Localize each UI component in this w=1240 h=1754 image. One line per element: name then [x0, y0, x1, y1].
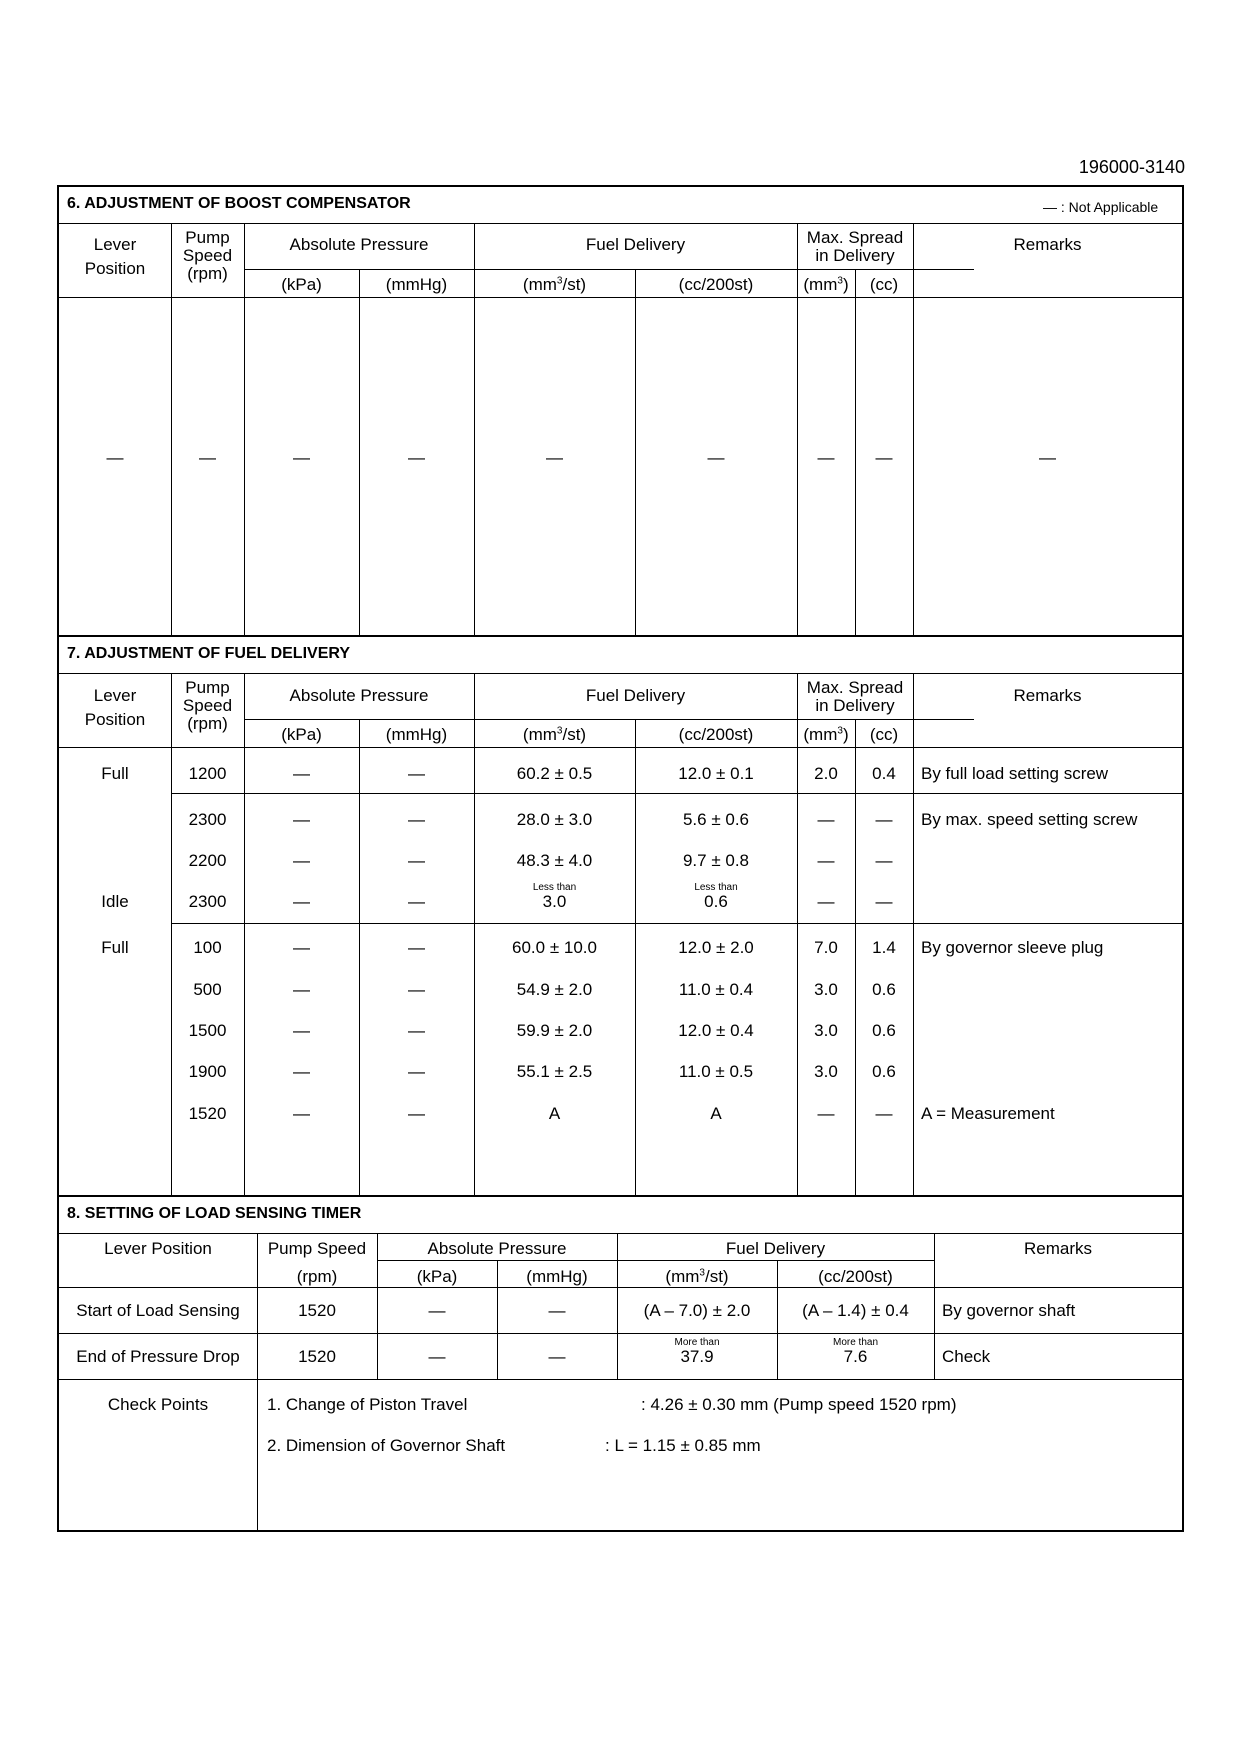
- cell-sp-cc: 0.6: [872, 1021, 896, 1040]
- hdr-cc200st: (cc/200st): [678, 275, 754, 294]
- hdr-mmhg: (mmHg): [526, 1267, 588, 1286]
- cell-sp-mm3: 3.0: [814, 1021, 838, 1040]
- hdr-mm3st: $(mm^3/st)$: [522, 725, 587, 744]
- row-lever: End of Pressure Drop: [76, 1347, 240, 1366]
- hdr-lever: Lever: [93, 235, 137, 254]
- cell-mmhg: —: [408, 1021, 425, 1040]
- hdr-mmhg: (mmHg): [385, 275, 448, 294]
- divider: [59, 1287, 1182, 1288]
- divider: [244, 269, 974, 270]
- cell-dash: —: [199, 448, 216, 467]
- cell-speed: 2300: [188, 810, 227, 829]
- hdr-in-delivery: in Delivery: [815, 246, 895, 265]
- col-line: [913, 673, 914, 1195]
- hdr-speed: Speed: [182, 246, 233, 265]
- row-mm3-qualifier: More than: [674, 1337, 720, 1348]
- cell-cc-qualifier: Less than: [694, 882, 738, 893]
- cell-dash: —: [875, 448, 893, 467]
- row-cc: (A – 1.4) ± 0.4: [802, 1301, 909, 1320]
- cell-dash: —: [293, 448, 310, 467]
- hdr-fuel-delivery: Fuel Delivery: [585, 686, 686, 705]
- hdr-pump: Pump: [185, 228, 230, 247]
- cell-sp-cc: —: [875, 1104, 893, 1123]
- cell-kpa: —: [293, 851, 310, 870]
- cell-sp-mm3: —: [817, 1104, 835, 1123]
- cell-mm3-qualifier: Less than: [532, 882, 577, 893]
- cell-kpa: —: [293, 1062, 310, 1081]
- section-6-title: 6. ADJUSTMENT OF BOOST COMPENSATOR: [67, 195, 411, 212]
- cell-mmhg: —: [408, 892, 425, 911]
- hdr-remarks: Remarks: [1013, 235, 1082, 254]
- col-line: [635, 719, 636, 1195]
- cell-speed: 500: [193, 980, 222, 999]
- cell-sp-mm3: —: [817, 851, 835, 870]
- cell-lever: Full: [101, 764, 129, 783]
- cell-speed: 2300: [188, 892, 227, 911]
- cell-sp-cc: —: [875, 810, 893, 829]
- cell-cc: 11.0 ± 0.5: [678, 1062, 754, 1081]
- hdr-remarks: Remarks: [1013, 686, 1082, 705]
- cell-dash: —: [106, 448, 124, 467]
- section-7-title: 7. ADJUSTMENT OF FUEL DELIVERY: [67, 645, 350, 662]
- cell-dash: —: [817, 448, 835, 467]
- hdr-rpm: (rpm): [187, 264, 228, 283]
- cell-dash: —: [1039, 448, 1056, 467]
- cell-lever: Full: [101, 938, 129, 957]
- hdr-cc: (cc): [869, 725, 899, 744]
- cell-sp-cc: 1.4: [872, 938, 896, 957]
- row-mmhg: —: [548, 1347, 566, 1366]
- cell-dash: —: [408, 448, 425, 467]
- row-kpa: —: [428, 1347, 446, 1366]
- hdr-rpm: (rpm): [296, 1267, 338, 1286]
- cell-cc: 5.6 ± 0.6: [682, 810, 750, 829]
- hdr-abs-pressure: Absolute Pressure: [427, 1239, 567, 1258]
- cell-cc: 12.0 ± 0.1: [678, 764, 754, 783]
- hdr-kpa: (kPa): [416, 1267, 458, 1286]
- cell-mm3: 3.0: [542, 892, 567, 911]
- hdr-cc200st: (cc/200st): [818, 1267, 893, 1286]
- cell-mmhg: —: [408, 1104, 425, 1123]
- check-points-label: Check Points: [107, 1395, 209, 1414]
- check-point-item: 1. Change of Piston Travel: [267, 1395, 468, 1414]
- cell-sp-cc: —: [875, 892, 893, 911]
- cell-mmhg: —: [408, 764, 425, 783]
- not-applicable-note: — : Not Applicable: [1043, 199, 1159, 215]
- check-point-value: : L = 1.15 ± 0.85 mm: [605, 1436, 761, 1455]
- section-8-title: 8. SETTING OF LOAD SENSING TIMER: [67, 1205, 362, 1222]
- hdr-kpa: (kPa): [281, 725, 322, 744]
- cell-speed: 1500: [188, 1021, 227, 1040]
- divider: [59, 1333, 1182, 1334]
- hdr-mm3: $(mm^3)$: [803, 275, 849, 294]
- cell-mmhg: —: [408, 851, 425, 870]
- hdr-abs-pressure: Absolute Pressure: [289, 235, 429, 254]
- cell-speed: 1900: [188, 1062, 227, 1081]
- divider: [244, 719, 974, 720]
- divider: [171, 923, 1182, 924]
- cell-cc: A: [710, 1104, 722, 1123]
- cell-remarks: By governor sleeve plug: [921, 938, 1104, 957]
- cell-cc: 0.6: [704, 892, 728, 911]
- hdr-rpm: (rpm): [187, 714, 228, 733]
- cell-sp-mm3: 3.0: [814, 1062, 838, 1081]
- col-line: [359, 719, 360, 1195]
- hdr-mm3st: $(mm^3/st)$: [665, 1267, 729, 1286]
- divider: [59, 747, 1182, 748]
- row-mm3: (A – 7.0) ± 2.0: [643, 1301, 751, 1320]
- cell-sp-cc: —: [875, 851, 893, 870]
- hdr-fuel-delivery: Fuel Delivery: [725, 1239, 826, 1258]
- cell-kpa: —: [293, 1021, 310, 1040]
- cell-cc: 9.7 ± 0.8: [682, 851, 750, 870]
- row-remarks: By governor shaft: [942, 1301, 1076, 1320]
- col-line: [855, 719, 856, 1195]
- cell-kpa: —: [293, 980, 310, 999]
- cell-mm3: A: [548, 1104, 561, 1123]
- cell-mm3: 48.3 ± 4.0: [516, 851, 593, 870]
- hdr-max-spread: Max. Spread: [806, 678, 904, 697]
- cell-cc: 12.0 ± 0.4: [678, 1021, 754, 1040]
- cell-mm3: 28.0 ± 3.0: [516, 810, 593, 829]
- cell-sp-mm3: 2.0: [814, 764, 838, 783]
- divider: [59, 673, 1182, 674]
- divider: [59, 223, 1182, 224]
- cell-mm3: 55.1 ± 2.5: [516, 1062, 593, 1081]
- hdr-mm3: $(mm^3)$: [803, 725, 849, 744]
- cell-remarks: By max. speed setting screw: [921, 810, 1138, 829]
- col-line: [171, 223, 172, 635]
- hdr-position: Position: [84, 710, 146, 729]
- col-line: [913, 223, 914, 635]
- row-mmhg: —: [548, 1301, 566, 1320]
- cell-sp-mm3: —: [817, 810, 835, 829]
- row-speed: 1520: [298, 1301, 336, 1320]
- cell-mm3: 60.0 ± 10.0: [512, 938, 597, 957]
- hdr-fuel-delivery: Fuel Delivery: [585, 235, 686, 254]
- cell-mmhg: —: [408, 980, 425, 999]
- row-remarks: Check: [942, 1347, 991, 1366]
- hdr-mm3st: $(mm^3/st)$: [522, 275, 587, 294]
- cell-kpa: —: [293, 1104, 310, 1123]
- cell-sp-mm3: 3.0: [814, 980, 838, 999]
- hdr-abs-pressure: Absolute Pressure: [289, 686, 429, 705]
- cell-kpa: —: [293, 810, 310, 829]
- cell-lever: Idle: [101, 892, 129, 911]
- cell-speed: 2200: [188, 851, 227, 870]
- row-cc-qualifier: More than: [832, 1337, 879, 1348]
- cell-kpa: —: [293, 764, 310, 783]
- hdr-position: Position: [84, 259, 146, 278]
- cell-sp-mm3: 7.0: [814, 938, 838, 957]
- row-mm3: 37.9: [680, 1347, 714, 1366]
- cell-sp-cc: 0.4: [872, 764, 896, 783]
- hdr-lever-position: Lever Position: [104, 1239, 212, 1258]
- cell-dash: —: [707, 448, 725, 467]
- cell-kpa: —: [293, 938, 310, 957]
- cell-dash: —: [546, 448, 563, 467]
- row-lever: Start of Load Sensing: [76, 1301, 240, 1320]
- hdr-in-delivery: in Delivery: [815, 696, 895, 715]
- cell-sp-mm3: —: [817, 892, 835, 911]
- check-point-item: 2. Dimension of Governor Shaft: [267, 1436, 506, 1455]
- cell-cc: 12.0 ± 2.0: [678, 938, 754, 957]
- row-kpa: —: [428, 1301, 446, 1320]
- section-divider: [59, 1195, 1182, 1197]
- hdr-remarks: Remarks: [1023, 1239, 1092, 1258]
- cell-mmhg: —: [408, 938, 425, 957]
- cell-speed: 1200: [188, 764, 227, 783]
- cell-mm3: 59.9 ± 2.0: [516, 1021, 593, 1040]
- check-point-value: : 4.26 ± 0.30 mm (Pump speed 1520 rpm): [641, 1395, 957, 1414]
- divider: [377, 1260, 934, 1261]
- hdr-speed: Speed: [182, 696, 233, 715]
- divider: [59, 1379, 1182, 1380]
- hdr-cc200st: (cc/200st): [678, 725, 754, 744]
- hdr-kpa: (kPa): [281, 275, 322, 294]
- hdr-pump-speed: Pump Speed: [267, 1239, 367, 1258]
- row-speed: 1520: [298, 1347, 336, 1366]
- cell-speed: 100: [193, 938, 222, 957]
- hdr-max-spread: Max. Spread: [806, 228, 904, 247]
- hdr-mmhg: (mmHg): [385, 725, 448, 744]
- divider: [59, 297, 1182, 298]
- cell-mmhg: —: [408, 810, 425, 829]
- cell-mm3: 54.9 ± 2.0: [516, 980, 593, 999]
- cell-cc: 11.0 ± 0.4: [678, 980, 754, 999]
- cell-kpa: —: [293, 892, 310, 911]
- cell-speed: 1520: [188, 1104, 227, 1123]
- hdr-cc: (cc): [869, 275, 899, 294]
- cell-mmhg: —: [408, 1062, 425, 1081]
- spec-sheet: [57, 185, 1184, 1532]
- hdr-pump: Pump: [185, 678, 230, 697]
- divider: [59, 1233, 1182, 1234]
- document-number: 196000-3140: [1078, 157, 1185, 177]
- cell-remarks: By full load setting screw: [921, 764, 1109, 783]
- cell-mm3: 60.2 ± 0.5: [516, 764, 593, 783]
- cell-sp-cc: 0.6: [872, 1062, 896, 1081]
- row-cc: 7.6: [843, 1347, 868, 1366]
- cell-remarks: A = Measurement: [921, 1104, 1055, 1123]
- cell-sp-cc: 0.6: [872, 980, 896, 999]
- divider: [171, 793, 1182, 794]
- hdr-lever: Lever: [93, 686, 137, 705]
- section-divider: [59, 635, 1182, 637]
